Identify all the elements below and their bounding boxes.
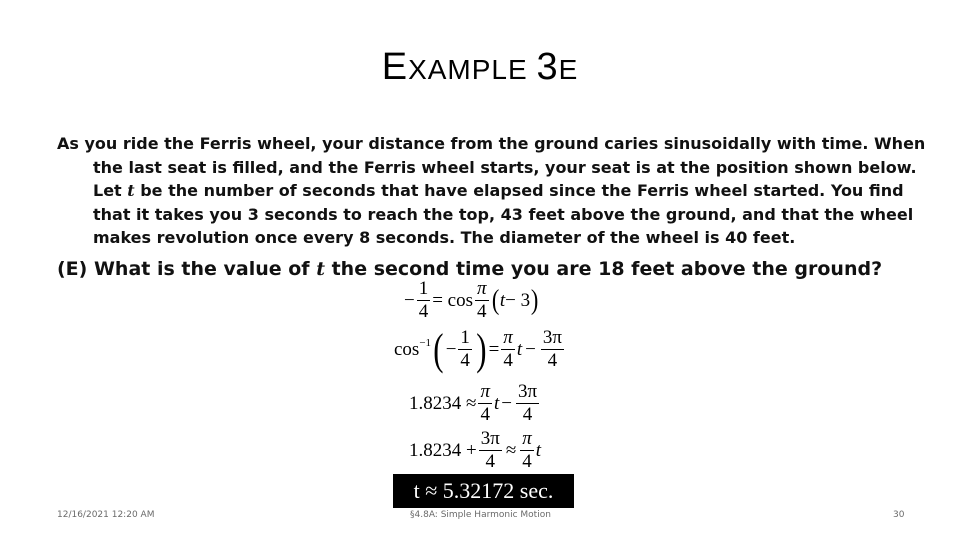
- title-part: E: [381, 46, 409, 88]
- eq2-sign: −: [445, 338, 457, 360]
- eq4-pi: π: [522, 428, 532, 449]
- eq3-pi: π: [480, 381, 490, 402]
- eq4-threepi-fraction: [479, 428, 502, 473]
- footer-section: §4.8A: Simple Harmonic Motion: [410, 510, 551, 520]
- title-part: 3: [536, 46, 559, 88]
- eq3-lhs: 1.8234 ≈: [409, 392, 477, 414]
- eq2-pi-fraction: [501, 327, 515, 372]
- eq4-t: t: [535, 439, 542, 461]
- eq2-minus: −: [525, 338, 536, 360]
- eq2-four2: 4: [547, 350, 558, 371]
- eq4-threepi: 3π: [480, 428, 500, 449]
- eq1-four: 4: [477, 301, 487, 322]
- problem-text-2: be the number of seconds that have elapsed since the Ferris wheel started. You find that it takes you 3 seconds to reach the top, 43 feet above the ground, and that the wheel makes revolution once every 8 seconds. The diameter of the wheel is 40 feet.: [93, 181, 914, 248]
- eq1-pi: π: [477, 278, 487, 299]
- eq2-num: 1: [460, 327, 470, 348]
- eq1-cos: = cos: [432, 289, 474, 311]
- eq1-sign: −: [404, 289, 415, 311]
- footer-page-number: 30: [893, 510, 905, 520]
- equation-4: [409, 428, 541, 473]
- eq2-sup: −1: [419, 336, 432, 349]
- answer-text: t ≈ 5.32172 sec.: [413, 478, 554, 503]
- question-text-2: the second time you are 18 feet above the ground?: [324, 258, 883, 280]
- eq4-four: 4: [485, 451, 496, 472]
- eq3-four2: 4: [522, 404, 533, 425]
- title-part: XAMPLE: [408, 54, 537, 85]
- eq1-open-paren: (: [491, 284, 499, 316]
- eq1-num: 1: [418, 278, 429, 299]
- eq1-minus3: − 3: [505, 289, 531, 311]
- problem-paragraph: [57, 132, 937, 250]
- eq3-four: 4: [480, 404, 490, 425]
- question: [57, 258, 937, 280]
- problem-variable: t: [127, 181, 135, 201]
- eq2-close-paren: ): [476, 324, 487, 374]
- equation-3: [409, 381, 541, 426]
- eq2-threepi-fraction: [541, 327, 564, 372]
- problem-text-1: As you ride the Ferris wheel, your distance from the ground caries sinusoidally with time. When the last seat is filled, and the Ferris wheel starts, your seat is at the position shown below. Let: [57, 134, 926, 201]
- equation-2: [394, 324, 566, 374]
- eq1-t: t: [499, 289, 506, 311]
- eq1-fraction: [417, 278, 431, 323]
- eq2-t: t: [516, 338, 523, 360]
- eq4-lhs: 1.8234 +: [409, 439, 477, 461]
- eq3-pi-fraction: [478, 381, 492, 426]
- eq2-pi: π: [503, 327, 513, 348]
- eq3-minus: −: [501, 392, 512, 414]
- title-part: E: [558, 54, 579, 85]
- question-variable: t: [316, 258, 325, 280]
- eq2-threepi: 3π: [542, 327, 562, 348]
- eq1-pi-fraction: [475, 278, 489, 323]
- eq3-threepi-fraction: [516, 381, 539, 426]
- eq4-approx: ≈: [505, 439, 517, 461]
- eq2-fraction: [458, 327, 472, 372]
- eq1-den: 4: [418, 301, 429, 322]
- eq2-cos: cos: [394, 338, 420, 360]
- answer-box: [393, 474, 574, 508]
- eq2-four: 4: [503, 350, 513, 371]
- eq2-den: 4: [460, 350, 470, 371]
- question-text-1: (E) What is the value of: [57, 258, 317, 280]
- eq3-threepi: 3π: [517, 381, 538, 402]
- eq2-open-paren: (: [433, 324, 444, 374]
- slide-title: [0, 46, 960, 89]
- eq4-four2: 4: [522, 451, 532, 472]
- problem-statement: [57, 132, 937, 250]
- eq3-t: t: [493, 392, 500, 414]
- eq4-pi-fraction: [520, 428, 534, 473]
- eq2-eq: =: [488, 338, 500, 360]
- equation-1: [404, 278, 539, 323]
- footer-date: 12/16/2021 12:20 AM: [57, 510, 155, 520]
- eq1-close-paren: ): [531, 284, 539, 316]
